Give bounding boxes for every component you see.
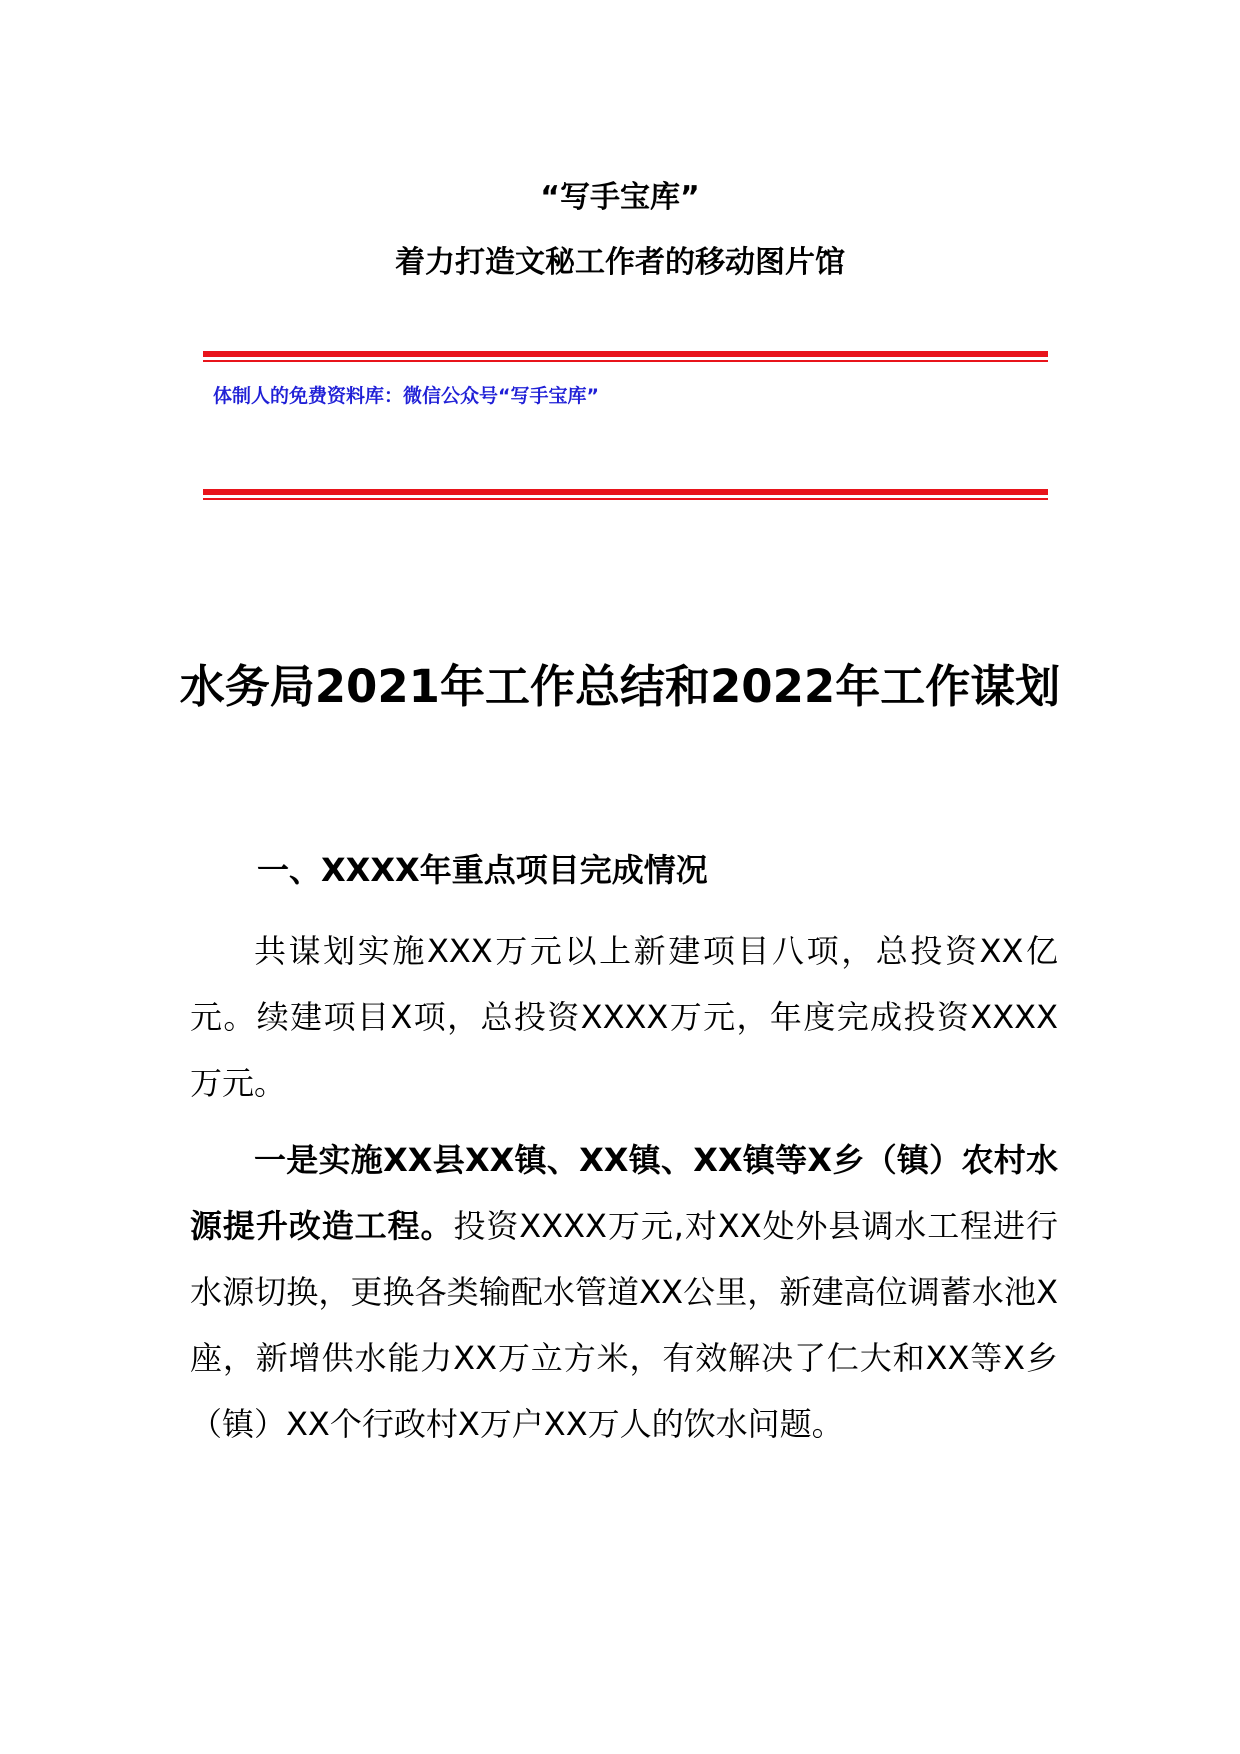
top-divider — [203, 351, 1048, 362]
bottom-divider — [203, 489, 1048, 500]
paragraph-project-one — [190, 1127, 1058, 1457]
header-title: “写手宝库” — [540, 180, 700, 215]
promo-text: 体制人的免费资料库：微信公众号“写手宝库” — [213, 385, 599, 407]
paragraph-summary: 共谋划实施XXX万元以上新建项目八项，总投资XX亿元。续建项目X项，总投资XXXX万元，年度完成投资XXXX万元。 — [190, 932, 1058, 1102]
section-heading: 一、XXXX年重点项目完成情况 — [257, 851, 708, 889]
paragraph-body: 投资XXXX万元,对XX处外县调水工程进行水源切换，更换各类输配水管道XX公里，新建高位调蓄水池X座，新增供水能力XX万立方米，有效解决了仁大和XX等X乡（镇）XX个行政村X万户XX万人的饮水问题。 — [190, 1207, 1058, 1443]
paragraph-lead: 一是实施XX县XX镇、XX镇、XX镇等X乡（镇）农村水源提升改造工程。 — [190, 1141, 1058, 1245]
document-title: 水务局2021年工作总结和2022年工作谋划 — [179, 660, 1061, 713]
header-subtitle: 着力打造文秘工作者的移动图片馆 — [395, 245, 845, 280]
